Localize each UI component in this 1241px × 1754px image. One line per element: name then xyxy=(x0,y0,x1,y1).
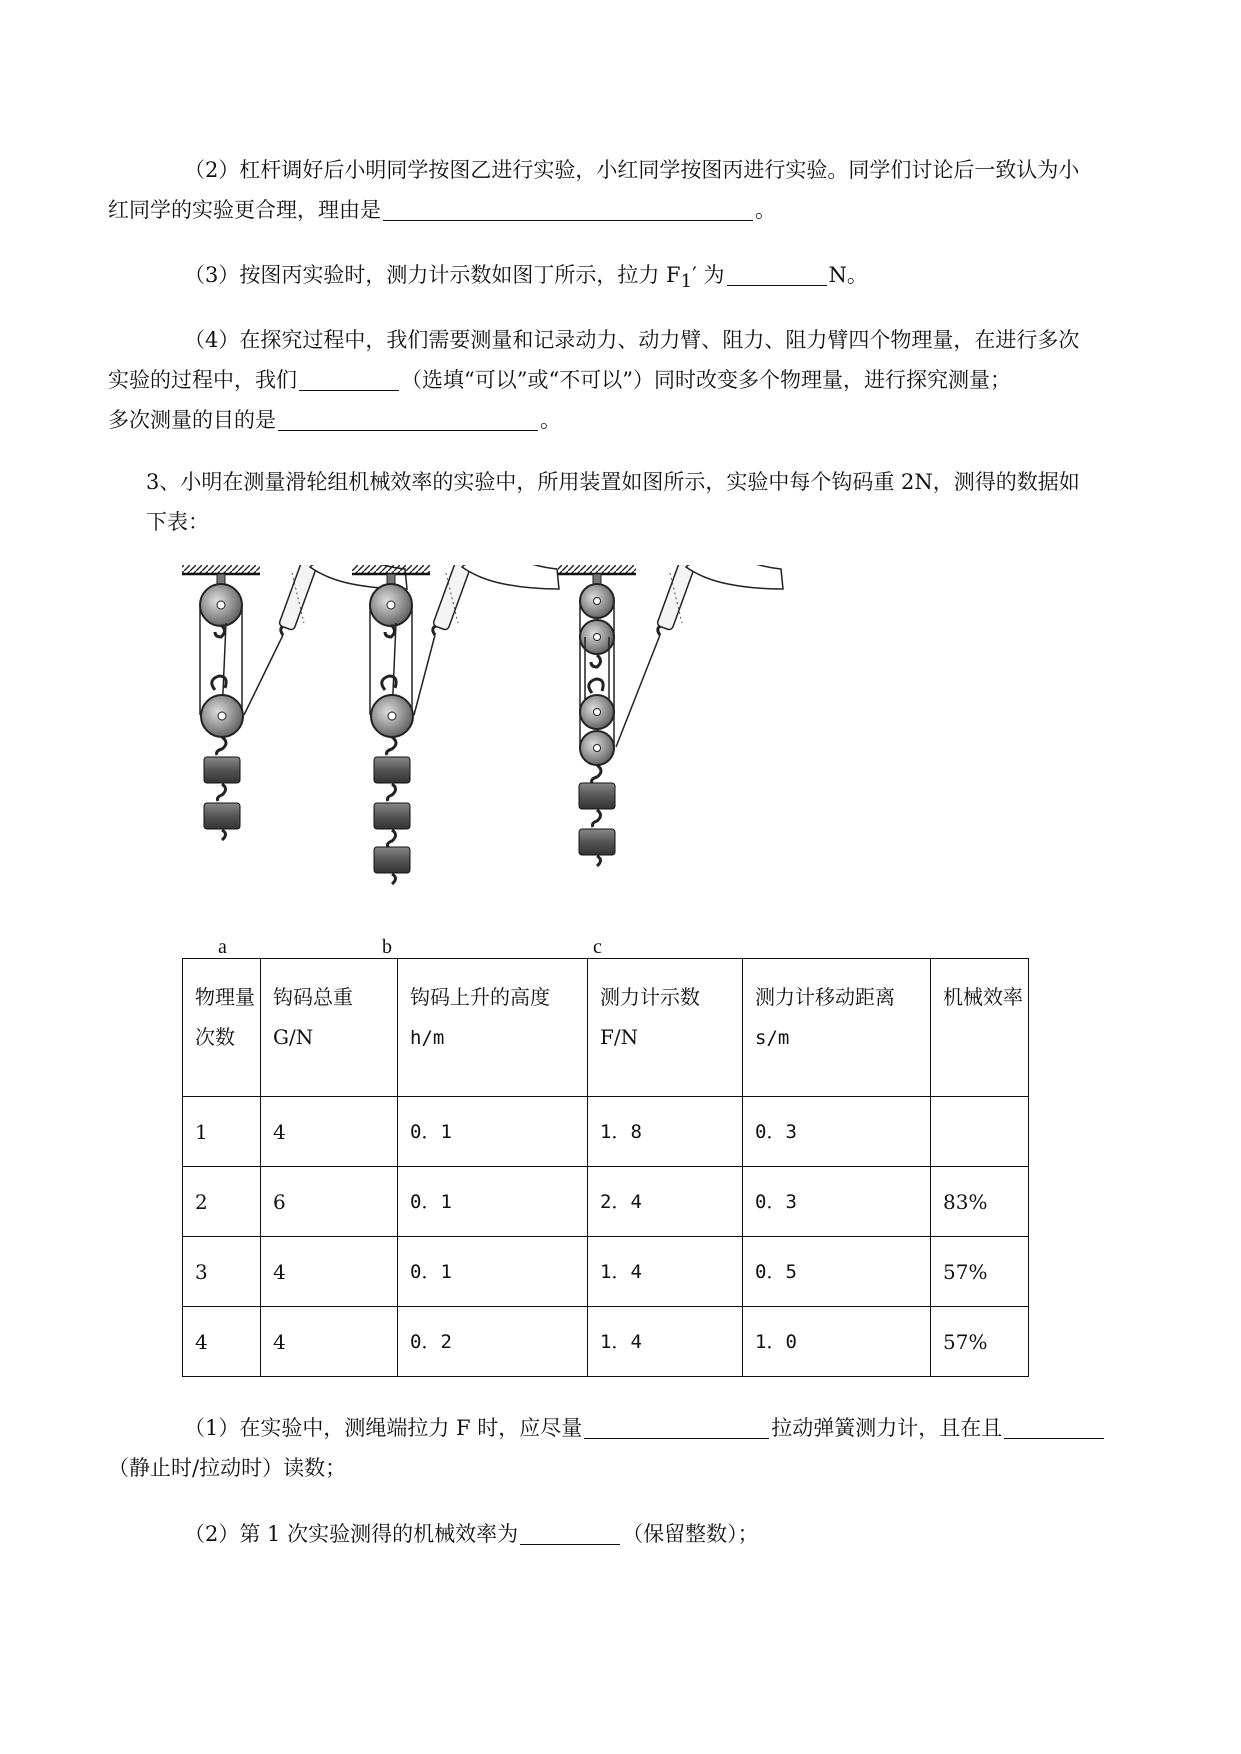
table-header-cell: 钩码总重 G/N xyxy=(261,959,398,1097)
table-cell: 6 xyxy=(261,1167,398,1237)
table-cell: 4 xyxy=(261,1237,398,1307)
efficiency-blank[interactable] xyxy=(520,1520,620,1545)
efficiency-answer-cell[interactable] xyxy=(931,1097,1029,1167)
table-cell: 0．3 xyxy=(743,1167,931,1237)
q2-part4-line3-suffix: 。 xyxy=(540,408,561,432)
q3-stem xyxy=(146,462,1146,542)
q2-part3-prime: ′ 为 xyxy=(692,263,725,287)
table-cell: 1 xyxy=(183,1097,261,1167)
pulley-setup-b xyxy=(352,565,559,884)
pull-manner-blank[interactable] xyxy=(584,1414,769,1439)
table-cell: 4 xyxy=(261,1097,398,1167)
table-cell: 3 xyxy=(183,1237,261,1307)
pulley-figure xyxy=(160,565,880,970)
force-answer-blank[interactable] xyxy=(727,261,827,286)
q3-stem-line1: 3、小明在测量滑轮组机械效率的实验中，所用装置如图所示，实验中每个钩码重 2N，测得的数据如 xyxy=(146,470,1080,494)
table-cell: 2 xyxy=(183,1167,261,1237)
reason-answer-blank[interactable] xyxy=(383,196,753,221)
q2-part3-suffix: N。 xyxy=(828,263,868,287)
can-or-cannot-blank[interactable] xyxy=(299,366,399,391)
table-cell: 0．2 xyxy=(398,1307,588,1377)
q2-part2-line1: （2）杠杆调好后小明同学按图乙进行实验，小红同学按图丙进行实验。同学们讨论后一致认为小 xyxy=(184,158,1080,182)
table-header-cell: 测力计示数 F/N xyxy=(588,959,743,1097)
table-cell: 4 xyxy=(261,1307,398,1377)
q3-part1-middle: 拉动弹簧测力计，且在且 xyxy=(771,1416,1003,1440)
q3-part2-suffix: （保留整数）； xyxy=(622,1522,759,1546)
table-cell: 1．8 xyxy=(588,1097,743,1167)
table-row xyxy=(183,1097,1029,1167)
q2-part4-line1: （4）在探究过程中，我们需要测量和记录动力、动力臂、阻力、阻力臂四个物理量，在进行多次 xyxy=(184,328,1080,352)
table-cell: 1．4 xyxy=(588,1307,743,1377)
table-header-row xyxy=(183,959,1029,1097)
q2-part4-line2-prefix: 实验的过程中，我们 xyxy=(108,368,297,392)
table-cell: 1．0 xyxy=(743,1307,931,1377)
table-cell: 0．1 xyxy=(398,1097,588,1167)
table-row xyxy=(183,1237,1029,1307)
table-cell: 0．3 xyxy=(743,1097,931,1167)
q3-stem-line2: 下表： xyxy=(146,510,209,534)
q2-part3-prefix: （3）按图丙实验时，测力计示数如图丁所示，拉力 F xyxy=(184,263,681,287)
table-header-cell: 测力计移动距离 s/m xyxy=(743,959,931,1097)
table-header-cell: 物理量 次数 xyxy=(183,959,261,1097)
figure-label-b: b xyxy=(382,936,392,958)
figure-label-c: c xyxy=(593,936,602,958)
table-row xyxy=(183,1307,1029,1377)
purpose-answer-blank[interactable] xyxy=(278,406,538,431)
q2-part2-line2-prefix: 红同学的实验更合理，理由是 xyxy=(108,198,381,222)
q3-part2-prefix: （2）第 1 次实验测得的机械效率为 xyxy=(184,1522,519,1546)
table-cell: 1．4 xyxy=(588,1237,743,1307)
pulley-setup-c xyxy=(558,565,783,866)
q3-part1 xyxy=(108,1408,1146,1488)
q2-part3 xyxy=(146,255,1146,302)
table-cell: 0．1 xyxy=(398,1167,588,1237)
figure-label-a: a xyxy=(218,936,227,958)
q3-part1-line2: （静止时/拉动时）读数； xyxy=(108,1456,347,1480)
q2-part2-line2-suffix: 。 xyxy=(755,198,776,222)
table-cell: 0．5 xyxy=(743,1237,931,1307)
table-row xyxy=(183,1167,1029,1237)
table-cell: 57% xyxy=(931,1307,1029,1377)
table-header-cell: 机械效率 xyxy=(931,959,1029,1097)
q3-part2 xyxy=(146,1514,1146,1554)
data-table xyxy=(182,958,1029,1377)
table-cell: 2．4 xyxy=(588,1167,743,1237)
reading-time-blank[interactable] xyxy=(1004,1414,1104,1439)
table-header-cell: 钩码上升的高度 h/m xyxy=(398,959,588,1097)
table-cell: 0．1 xyxy=(398,1237,588,1307)
q2-part4-line3-prefix: 多次测量的目的是 xyxy=(108,408,276,432)
q3-part1-prefix: （1）在实验中，测绳端拉力 F 时，应尽量 xyxy=(184,1416,583,1440)
q2-part3-subscript: 1 xyxy=(680,271,693,293)
table-cell: 57% xyxy=(931,1237,1029,1307)
q2-part4-line2-suffix: （选填“可以”或“不可以”）同时改变多个物理量，进行探究测量； xyxy=(401,368,1011,392)
q2-part2 xyxy=(108,150,1146,230)
table-cell: 4 xyxy=(183,1307,261,1377)
table-cell: 83% xyxy=(931,1167,1029,1237)
q2-part4 xyxy=(108,320,1146,440)
